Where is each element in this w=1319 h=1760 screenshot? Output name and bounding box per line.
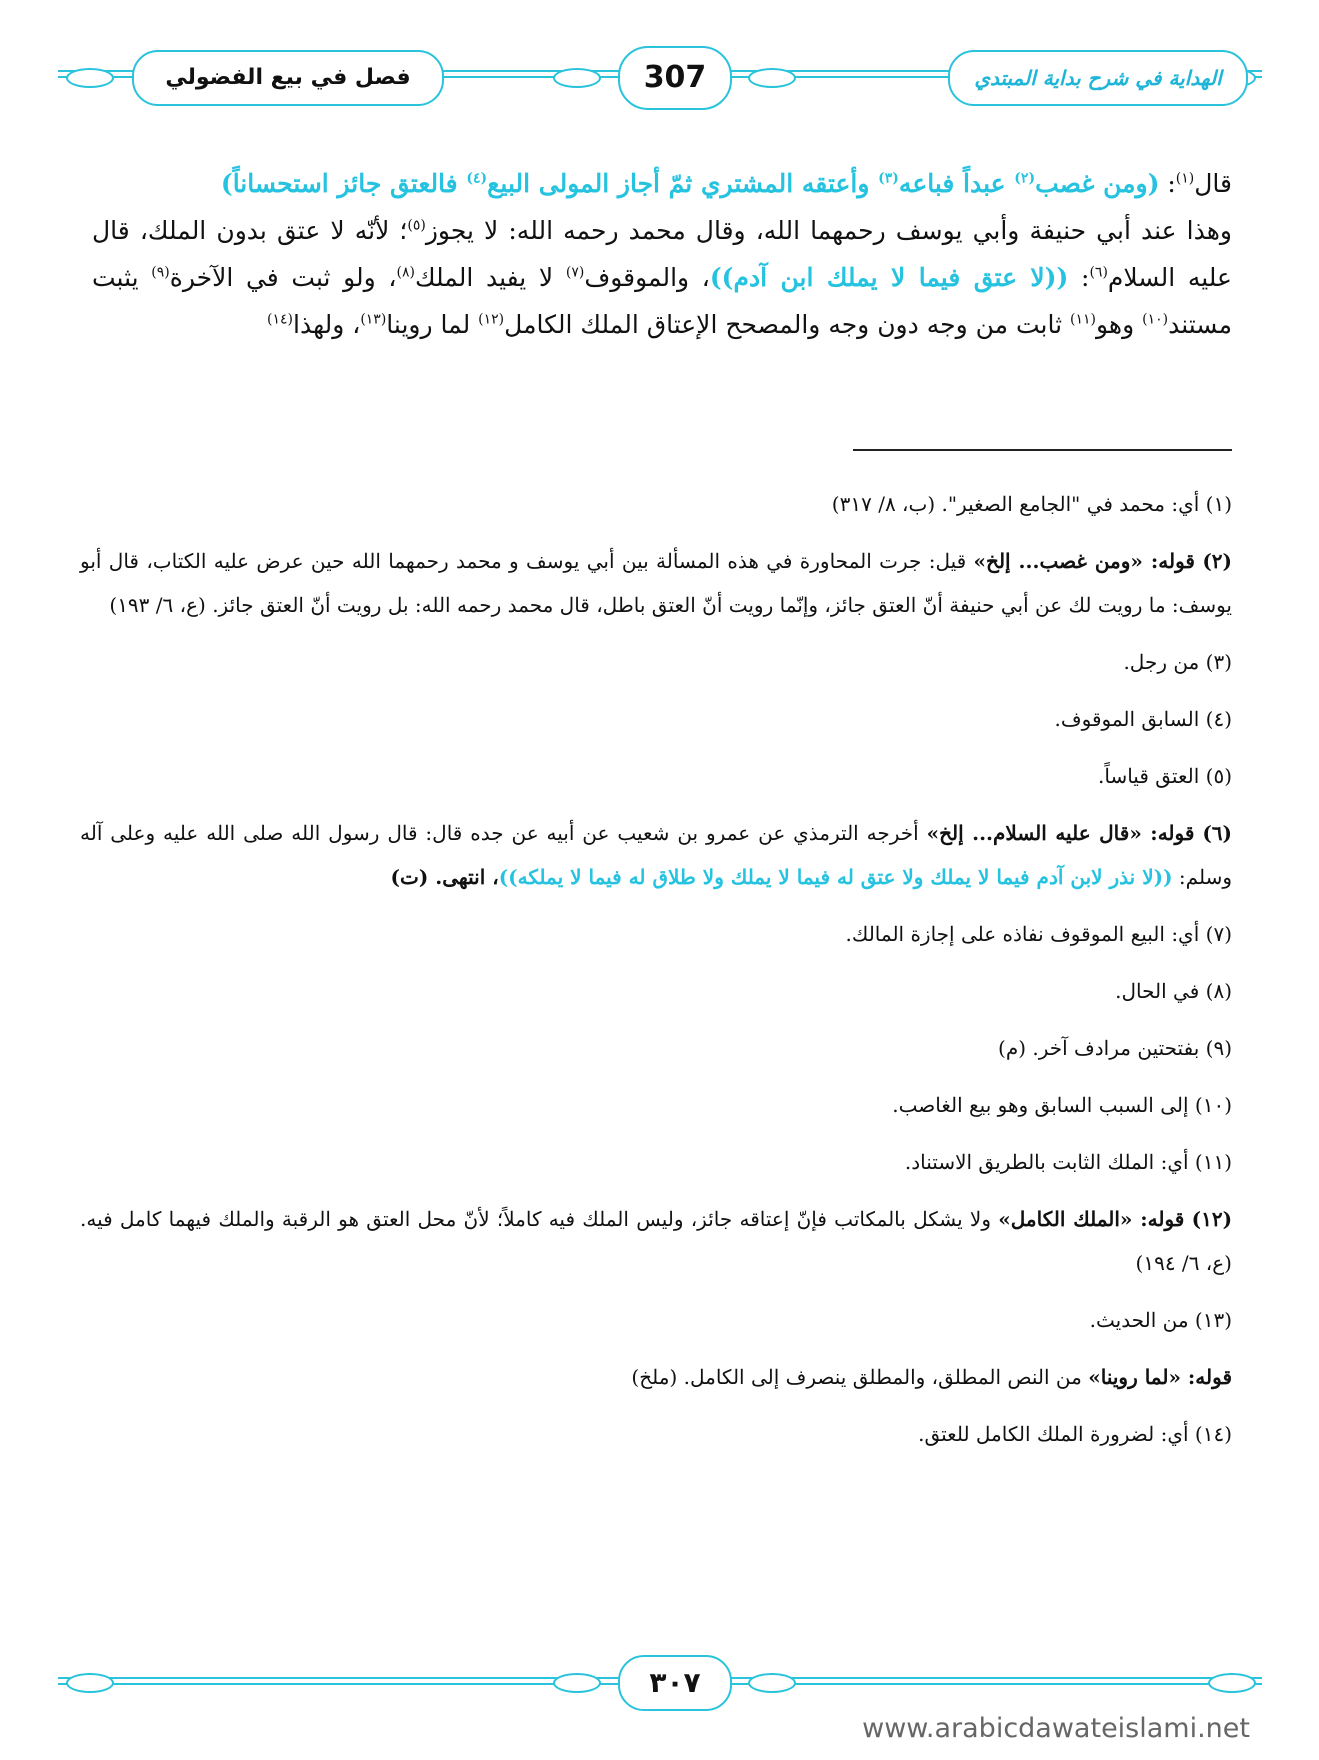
footnote-ref: (١٤): [267, 311, 293, 328]
quoted-matn: [221, 169, 1160, 198]
footnote-ref: (٧): [565, 264, 585, 281]
footnote-text: ولا يشكل بالمكاتب فإنّ إعتاقه جائز، وليس الملك فيه كاملاً؛ لأنّ محل العتق هو الرقبة والملك فيهما كامل فيه. (ع، ٦/ ١٩٤): [80, 1207, 1232, 1275]
main-text: [92, 160, 1232, 348]
main-text-segment: ، ولو ثبت في الآخرة: [169, 263, 397, 292]
main-text-segment: يثبت مستند: [92, 263, 1232, 339]
chapter-title: فصل في بيع الفضولي: [132, 50, 444, 106]
footer-flourish-center-right: [748, 1673, 796, 1693]
footnote-ref: (١٣): [360, 311, 387, 328]
footnote-ref: (٦): [1089, 264, 1108, 281]
header-flourish-center-right: [748, 68, 796, 88]
footnote-4: (٤) السابق الموقوف.: [1054, 707, 1232, 731]
footnote-number: (٢): [1202, 549, 1232, 573]
footnote-6: [80, 811, 1232, 899]
footnote-divider: [853, 449, 1232, 451]
footnote-2: [80, 539, 1232, 627]
footnote-lemma: قوله: «قال عليه السلام... إلخ»: [926, 821, 1195, 845]
footnote-ref: (١٢): [478, 311, 505, 328]
quoted-segment: وأعتقه المشتري ثمّ أجاز المولى البيع: [487, 169, 879, 198]
footnote-ref: (١): [1175, 170, 1195, 187]
footnote-text: من النص المطلق، والمطلق ينصرف إلى الكامل. (ملخ): [631, 1365, 1089, 1389]
main-text-segment: ثابت من وجه دون وجه والمصحح الإعتاق الملك الكامل: [504, 310, 1070, 339]
header-flourish-center-left: [553, 68, 601, 88]
footer-flourish-right: [1208, 1673, 1256, 1693]
main-text-segment: ، والموقوف: [584, 263, 710, 292]
footnote-ref: (٤): [466, 170, 488, 187]
main-text-segment: وهو: [1095, 310, 1143, 339]
main-text-segment: ، ولهذا: [293, 310, 361, 339]
footnote-number: (٦): [1202, 821, 1232, 845]
footnotes: [80, 482, 1232, 1469]
footnote-ref: (١٠): [1142, 311, 1169, 328]
footnote-lemma: قوله: «الملك الكامل»: [998, 1207, 1185, 1231]
footnote-9: (٩) بفتحتين مرادف آخر. (م): [998, 1036, 1232, 1060]
footnote-13: (١٣) من الحديث.: [1089, 1308, 1232, 1332]
footnote-1: (١) أي: محمد في "الجامع الصغير". (ب، ٨/ ٣١٧): [831, 492, 1232, 516]
footnote-7: (٧) أي: البيع الموقوف نفاذه على إجازة المالك.: [845, 922, 1232, 946]
main-text-segment: ؛ لأنّه لا عتق بدون الملك، قال عليه السلام: [92, 216, 1232, 292]
website-link[interactable]: www.arabicdawateislami.net: [862, 1713, 1250, 1744]
header-flourish-left: [66, 68, 114, 88]
page-number-bottom: ٣٠٧: [618, 1655, 732, 1711]
footnote-text: أخرجه الترمذي عن عمرو بن شعيب عن أبيه عن جده قال: قال رسول الله صلى الله عليه وعلى آله وسلم:: [80, 821, 1232, 889]
footnote-ref: (٢): [1014, 170, 1036, 187]
main-text-segment: قال: [1194, 169, 1232, 198]
main-text-segment: :: [1068, 263, 1090, 292]
footnote-ref: (٩): [151, 264, 170, 281]
footnote-14: (١٤) أي: لضرورة الملك الكامل للعتق.: [918, 1422, 1232, 1446]
main-paragraph: [92, 207, 1232, 348]
footnote-3: (٣) من رجل.: [1123, 650, 1232, 674]
footnote-5: (٥) العتق قياساً.: [1098, 764, 1232, 788]
footnote-number: (١٢): [1191, 1207, 1233, 1231]
quoted-segment: عبداً فباعه: [898, 169, 1015, 198]
footnote-lemma: قوله: «لما روينا»: [1088, 1365, 1232, 1389]
quoted-segment: فالعتق جائز استحساناً): [220, 169, 467, 198]
page-footer: [58, 1655, 1262, 1711]
hadith-quote: ((لا عتق فيما لا يملك ابن آدم)): [709, 263, 1069, 292]
page-header: [58, 48, 1262, 110]
footnote-10: (١٠) إلى السبب السابق وهو بيع الغاصب.: [892, 1093, 1232, 1117]
footnote-8: (٨) في الحال.: [1115, 979, 1232, 1003]
main-text-segment: لما روينا: [386, 310, 479, 339]
footnote-12: [80, 1197, 1232, 1285]
footnote-11: (١١) أي: الملك الثابت بالطريق الاستناد.: [904, 1150, 1232, 1174]
footnote-lemma: قوله: «ومن غصب... إلخ»: [973, 549, 1195, 573]
footer-flourish-center-left: [553, 1673, 601, 1693]
footnote-text: ، انتهى. (ت): [390, 865, 499, 889]
footnote-13b: [80, 1355, 1232, 1399]
footnote-text: قيل: جرت المحاورة في هذه المسألة بين أبي يوسف و محمد رحمهما الله حين عرض عليه الكتاب، قال أبو يوسف: ما رويت لك عن أبي حنيفة أنّ العتق جائز، وإنّما رويت أنّ العتق باطل، قال محمد رحمه الله: بل رويت أنّ العتق جائز. (ع، ٦/ ١٩٣): [80, 549, 1232, 617]
footnote-ref: (٣): [878, 170, 899, 187]
main-paragraph: قال$^{(١)}$: (ومن غصب$^{(٢)}$ عبداً فباعه$^{(٣)}$ وأعتقه المشتري ثمّ أجاز المولى البيع$^{(٤)}$ فالعتق جائز استحساناً): [220, 169, 1232, 198]
footnote-ref: (١١): [1070, 311, 1096, 328]
hadith-quote: ((لا نذر لابن آدم فيما لا يملك ولا عتق له فيما لا يملك ولا طلاق له فيما لا يملكه)): [498, 865, 1173, 889]
quoted-segment: (ومن غصب: [1035, 169, 1160, 198]
page-number-top: 307: [618, 46, 732, 110]
main-text-segment: وهذا عند أبي حنيفة وأبي يوسف رحمهما الله، وقال محمد رحمه الله: لا يجوز: [425, 216, 1232, 245]
footer-flourish-left: [66, 1673, 114, 1693]
main-text-segment: لا يفيد الملك: [414, 263, 566, 292]
footnote-ref: (٥): [407, 217, 426, 234]
book-title-logo: الهداية في شرح بداية المبتدي: [948, 50, 1248, 106]
footnote-ref: (٨): [396, 264, 415, 281]
